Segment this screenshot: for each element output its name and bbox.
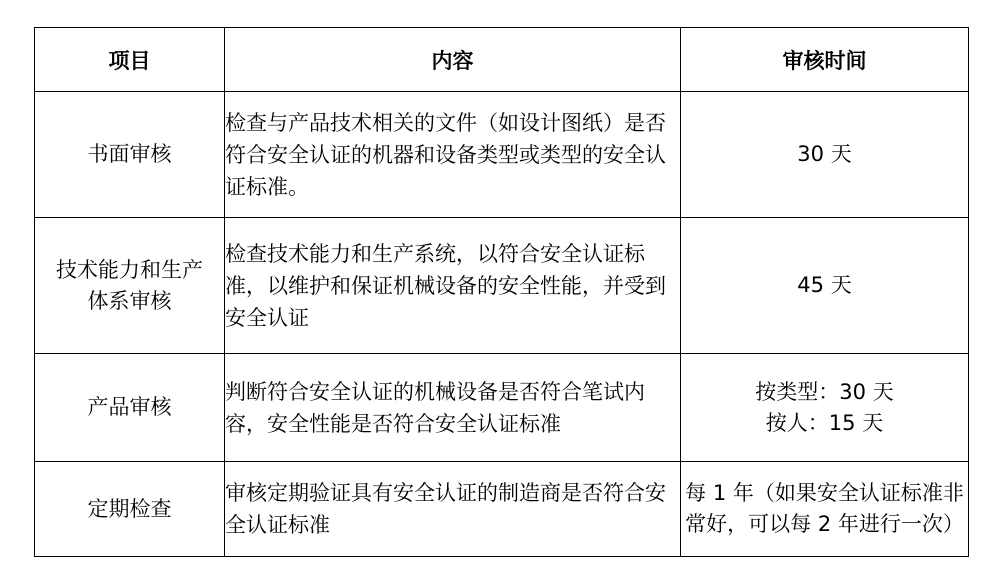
audit-table bbox=[34, 27, 969, 557]
item-cell bbox=[35, 218, 225, 354]
time-text: 45 天 bbox=[797, 273, 852, 297]
table-row bbox=[35, 354, 969, 462]
time-text: 30 天 bbox=[797, 142, 852, 166]
content-cell: 判断符合安全认证的机械设备是否符合笔试内容，安全性能是否符合安全认证标准 bbox=[225, 354, 681, 462]
table-row bbox=[35, 218, 969, 354]
time-cell bbox=[681, 218, 969, 354]
time-text: 按类型：30 天 bbox=[755, 379, 894, 404]
time-cell bbox=[681, 354, 969, 462]
item-cell bbox=[35, 92, 225, 218]
content-cell: 检查与产品技术相关的文件（如设计图纸）是否符合安全认证的机器和设备类型或类型的安全认证标准。 bbox=[225, 92, 681, 218]
header-content: 内容 bbox=[225, 28, 681, 92]
item-text: 体系审核 bbox=[87, 288, 172, 313]
time-cell bbox=[681, 462, 969, 557]
content-cell: 审核定期验证具有安全认证的制造商是否符合安全认证标准 bbox=[225, 462, 681, 557]
header-item: 项目 bbox=[35, 28, 225, 92]
item-text: 定期检查 bbox=[87, 496, 172, 521]
header-row bbox=[35, 28, 969, 92]
table-row bbox=[35, 462, 969, 557]
table-row bbox=[35, 92, 969, 218]
time-cell bbox=[681, 92, 969, 218]
item-text: 产品审核 bbox=[87, 395, 172, 419]
item-text: 技术能力和生产 bbox=[56, 257, 203, 282]
item-cell bbox=[35, 354, 225, 462]
item-cell bbox=[35, 462, 225, 557]
time-text: 按人：15 天 bbox=[765, 410, 884, 435]
time-text: 每 1 年（如果安全认证标准非常好，可以每 2 年进行一次） bbox=[685, 481, 964, 536]
item-text: 书面审核 bbox=[87, 142, 172, 166]
header-time: 审核时间 bbox=[681, 28, 969, 92]
content-cell: 检查技术能力和生产系统，以符合安全认证标准，以维护和保证机械设备的安全性能，并受到安全认证 bbox=[225, 218, 681, 354]
